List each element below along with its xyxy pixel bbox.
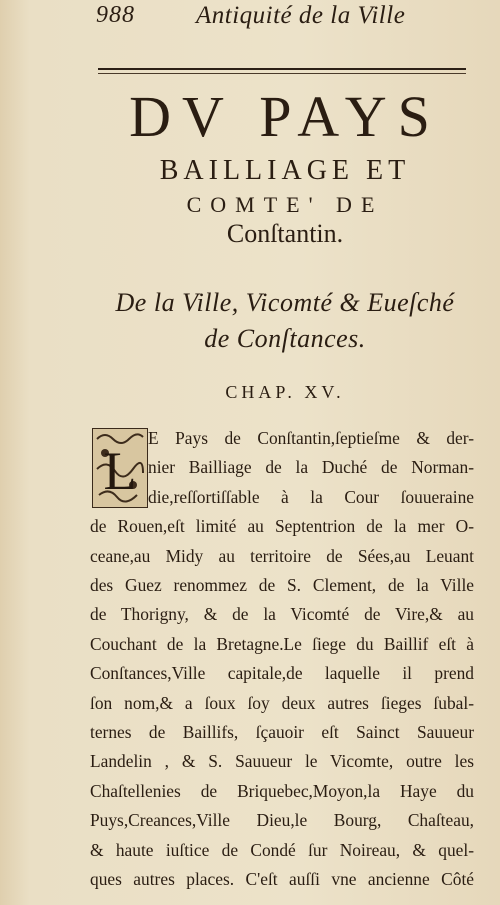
body-line: de Rouen,eſt limité au Septentrion de la mer O- xyxy=(90,516,474,537)
chapter-title-main: DV PAYS xyxy=(129,84,441,149)
body-line: nier Bailliage de la Duché de Norman- xyxy=(148,457,474,478)
body-text xyxy=(90,424,474,895)
chapter-title-line3: COMTE' DE xyxy=(186,192,384,217)
header-rule-thin xyxy=(98,73,466,74)
body-line: Conſtances,Ville capitale,de laquelle il prend xyxy=(90,663,474,684)
body-line: ternes de Baillifs, ſçauoir eſt Sainct Sauueur xyxy=(90,722,474,743)
body-line: ceane,au Midy au territoire de Sées,au Leuant xyxy=(90,545,474,566)
body-line: des Guez renommez de S. Clement, de la Ville xyxy=(90,575,474,596)
page-header xyxy=(96,2,476,36)
body-line: die,reſſortiſſable à la Cour ſouueraine xyxy=(148,486,474,507)
chapter-title-line2: BAILLIAGE ET xyxy=(159,155,411,186)
subtitle-line-2: de Conſtances. xyxy=(204,324,366,353)
page-number: 988 xyxy=(96,2,135,28)
body-line: Chaſtellenies de Briquebec,Moyon,la Haye du xyxy=(90,780,474,801)
running-head: Antiquité de la Ville xyxy=(196,2,406,29)
body-line: Puys,Creances,Ville Dieu,le Bourg, Chaſteau, xyxy=(90,810,474,831)
body-line: E Pays de Conſtantin,ſeptieſme & der- xyxy=(148,428,474,448)
body-line: Landelin , & S. Sauueur le Vicomte, outre les xyxy=(90,751,474,772)
body-line: ſon nom,& a ſoux ſoy deux autres ſieges ſubal- xyxy=(90,692,474,713)
body-line: ques autres places. C'eſt auſſi vne ancienne Côté xyxy=(90,869,474,890)
header-rule xyxy=(98,68,466,70)
body-line: de Thorigny, & de la Vicomté de Vire,& au xyxy=(90,604,474,625)
subtitle-line-1: De la Ville, Vicomté & Eueſché xyxy=(115,288,455,317)
section-subtitle xyxy=(90,285,480,357)
chapter-number: CHAP. XV. xyxy=(225,382,345,402)
body-line: & haute iuſtice de Condé ſur Noireau, & quel- xyxy=(90,839,474,860)
svg-text:L: L xyxy=(103,441,137,501)
chapter-title-line4: Conſtantin. xyxy=(226,219,344,248)
body-line: Couchant de la Bretagne.Le ſiege du Baillif eſt à xyxy=(90,633,474,654)
